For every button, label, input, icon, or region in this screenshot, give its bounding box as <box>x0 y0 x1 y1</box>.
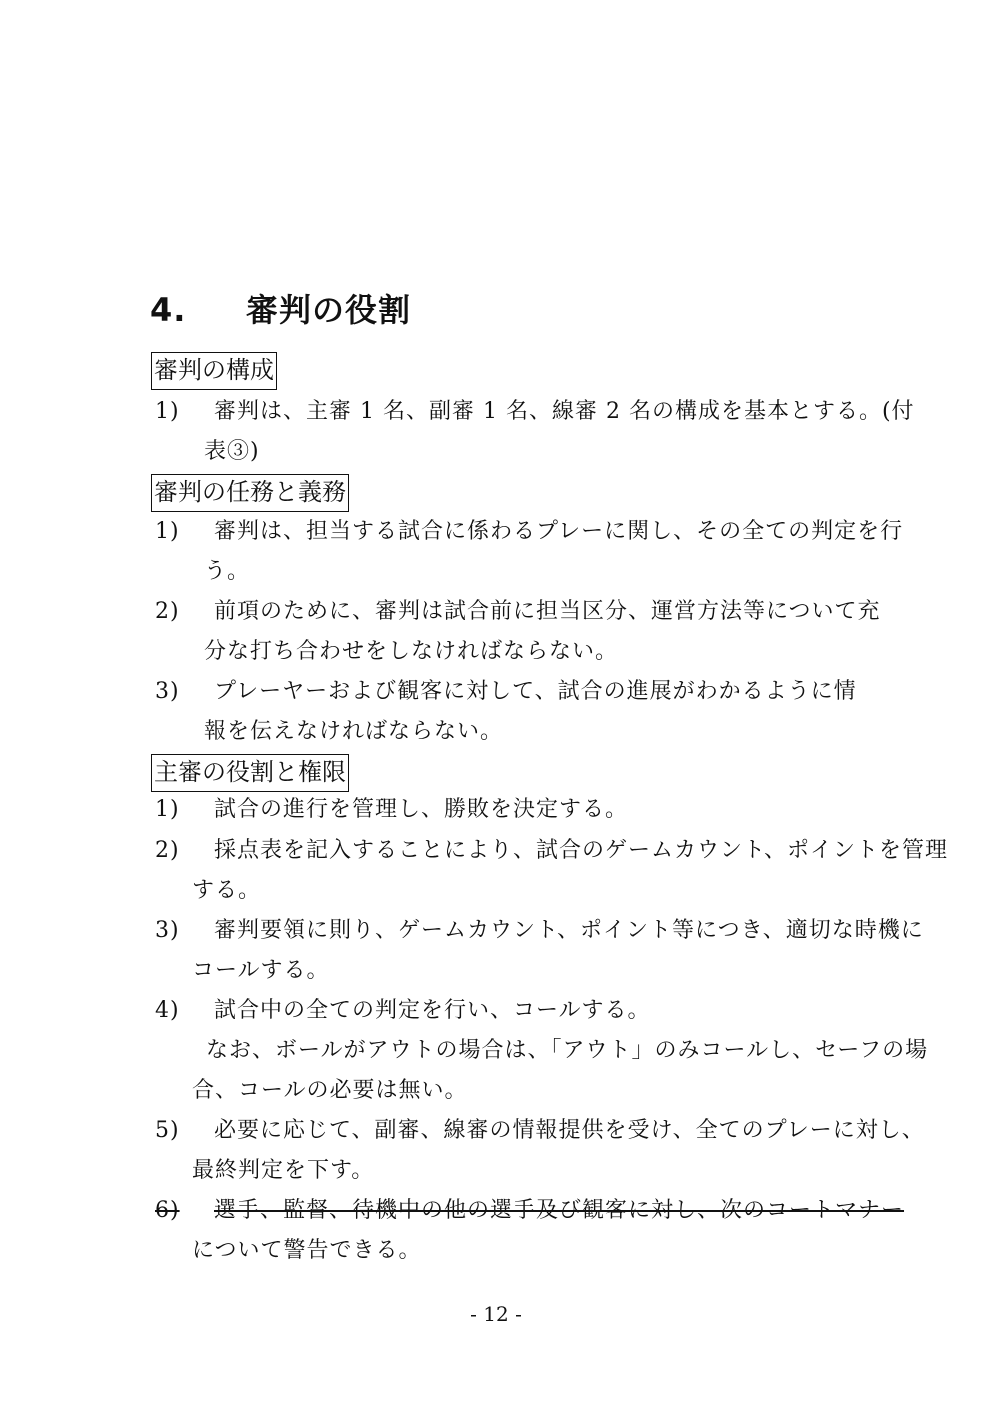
item-number: 5) <box>155 1118 180 1143</box>
item-text-struck: 選手、監督、待機中の他の選手及び観客に対し、次のコートマナー <box>214 1198 905 1223</box>
item-text-continued: 報を伝えなければならない。 <box>204 719 504 744</box>
heading-text: 審判の役割 <box>246 291 412 329</box>
page-number: - 12 - <box>470 1302 522 1326</box>
item-text: 審判は、主審 1 名、副審 1 名、線審 2 名の構成を基本とする。(付 <box>214 399 915 424</box>
item-number: 3) <box>155 679 180 704</box>
item-number: 3) <box>155 918 180 943</box>
item-text: 審判要領に則り、ゲームカウント、ポイント等につき、適切な時機に <box>214 918 924 943</box>
item-text-continued: する。 <box>192 878 262 903</box>
item-text-continued: 表③) <box>204 439 260 464</box>
item-text: プレーヤーおよび観客に対して、試合の進展がわかるように情 <box>214 679 857 704</box>
item-note-continued: 合、コールの必要は無い。 <box>192 1078 468 1103</box>
item-note: なお、ボールがアウトの場合は、「アウト」のみコールし、セーフの場 <box>206 1038 929 1063</box>
item-text-continued: について警告できる。 <box>192 1238 422 1263</box>
item-number: 1) <box>155 519 180 544</box>
section-title-composition: 審判の構成 <box>151 352 277 390</box>
item-text-continued: 最終判定を下す。 <box>192 1158 375 1183</box>
item-text-continued: コールする。 <box>192 958 330 983</box>
section-title-duties: 審判の任務と義務 <box>151 474 349 512</box>
item-text: 試合中の全ての判定を行い、コールする。 <box>214 998 651 1023</box>
item-number: 1) <box>155 797 180 822</box>
item-text: 審判は、担当する試合に係わるプレーに関し、その全ての判定を行 <box>214 519 904 544</box>
item-number-struck: 6) <box>155 1198 180 1223</box>
item-text-continued: 分な打ち合わせをしなければならない。 <box>204 639 619 664</box>
heading-number: 4. <box>150 291 187 329</box>
item-number: 2) <box>155 599 180 624</box>
item-number: 2) <box>155 838 180 863</box>
item-text-continued: う。 <box>204 559 251 584</box>
item-text: 前項のために、審判は試合前に担当区分、運営方法等について充 <box>214 599 881 624</box>
item-number: 1) <box>155 399 180 424</box>
section-title-chief-referee: 主審の役割と権限 <box>151 754 349 792</box>
item-number: 4) <box>155 998 180 1023</box>
page-heading <box>150 286 411 334</box>
item-text: 必要に応じて、副審、線審の情報提供を受け、全てのプレーに対し、 <box>214 1118 925 1143</box>
item-text: 採点表を記入することにより、試合のゲームカウント、ポイントを管理 <box>214 838 949 863</box>
item-text: 試合の進行を管理し、勝敗を決定する。 <box>214 797 629 822</box>
